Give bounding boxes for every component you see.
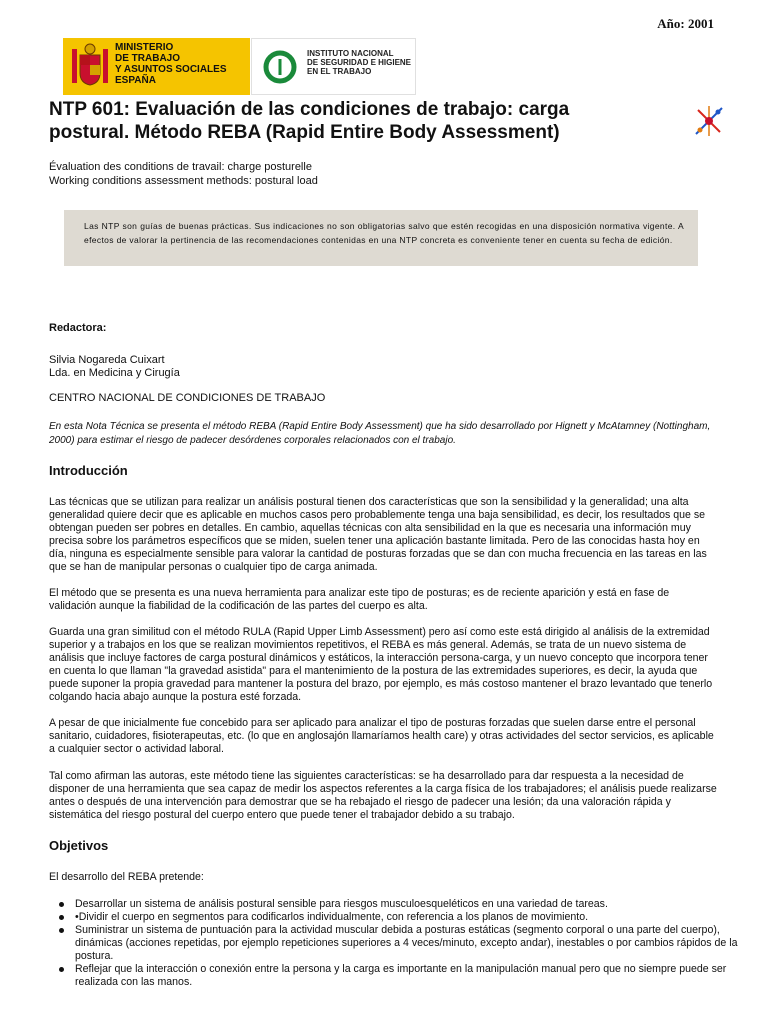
insht-line-3: EN EL TRABAJO [307,67,372,76]
insht-logo-text [307,49,411,76]
intro-paragraph-1: Las técnicas que se utilizan para realizar un análisis postural tienen dos características que son la sensibilidad y la generalidad; una alta generalidad quiere decir que es aplicable en muchos casos pero probablemente tenga una baja sensibilidad, es decir, los resultados que se obtengan pueden ser pobres en detalles. En cambio, aquellas técnicas con alta sensibilidad en la que es necesaria una información muy precisa sobre los parámetros específicos que se miden, suelen tener una aplicación bastante limitada. Pero de las conocidas hasta hoy en día, ninguna es especialmente sensible para valorar la cantidad de posturas forzadas que se dan con mucha frecuencia en las tareas en las que se han de manipular personas o cualquier tipo de carga animada. [49,496,707,573]
list-item: •Dividir el cuerpo en segmentos para codificarlos individualmente, con referencia a los planos de movimiento. [75,911,743,924]
intro-paragraph-3: Guarda una gran similitud con el método RULA (Rapid Upper Limb Assessment) pero así como este está dirigido al análisis de la extremidad superior y a trabajos en los que se realizan movimientos repetitivos, el REBA es más general. Además, se trata de un nuevo sistema de análisis que incluye factores de carga postural dinámicos y estáticos, la interacción persona-carga, y un nuevo concepto que incorpora tener en cuenta lo que llaman "la gravedad asistida" para el mantenimiento de la postura de las extremidades superiores, es decir, la ayuda que puede suponer la propia gravedad para mantener la postura del brazo, por ejemplo, es más costoso mantener el brazo levantado que tenerlo colgando hacia abajo aunque la postura esté forzada. [49,626,713,703]
subtitle-english: Working conditions assessment methods: postural load [49,175,318,187]
author-label: Redactora: [49,322,107,334]
intro-paragraph-5: Tal como afirman las autoras, este método tiene las siguientes características: se ha desarrollado para dar respuesta a la necesidad de disponer de una herramienta que sea capaz de medir los aspectos referentes a la carga física de los trabajadores; el análisis puede realizarse antes o después de una intervención para demostrar que se ha rebajado el riesgo de padecer una lesión; da una valoración rápida y sistemática del riesgo postural del cuerpo entero que puede tener el trabajador debido a su trabajo. [49,770,717,821]
author-name: Silvia Nogareda Cuixart [49,354,165,366]
decorative-figure-icon [692,104,726,138]
objectives-list [49,898,743,989]
insht-logo [251,38,416,95]
coat-of-arms-icon [70,41,110,91]
list-item: Desarrollar un sistema de análisis postural sensible para riesgos musculoesqueléticos en una variedad de tareas. [75,898,743,911]
year-label: Año: 2001 [657,16,714,31]
list-item: Reflejar que la interacción o conexión entre la persona y la carga es importante en la manipulación manual pero que no siempre puede ser realizada con las manos. [75,963,743,989]
intro-heading: Introducción [49,463,128,478]
document-title: NTP 601: Evaluación de las condiciones de trabajo: carga postural. Método REBA (Rapid Entire Body Assessment) [49,99,570,143]
subtitles [49,160,318,188]
insht-line-2: DE SEGURIDAD E HIGIENE [307,58,412,67]
author-degree: Lda. en Medicina y Cirugía [49,367,180,379]
ministerio-line-3: Y ASUNTOS SOCIALES [115,64,227,75]
intro-paragraph-4: A pesar de que inicialmente fue concebido para ser aplicado para analizar el tipo de posturas forzadas que suelen darse entre el personal sanitario, cuidadores, fisioterapeutas, etc. (lo que en anglosajón llamaríamos health care) y otras actividades del sector servicios, es aplicable a cualquier sector o actividad laboral. [49,717,714,755]
ministerio-logo [63,38,250,95]
insht-emblem-icon [262,49,298,85]
ministerio-line-4: ESPAÑA [115,75,156,86]
insht-line-1: INSTITUTO NACIONAL [307,49,394,58]
objectives-intro: El desarrollo del REBA pretende: [49,871,204,883]
subtitle-french: Évaluation des conditions de travail: charge posturelle [49,161,312,173]
abstract: En esta Nota Técnica se presenta el método REBA (Rapid Entire Body Assessment) que ha sido desarrollado por Hignett y McAtamney (Nottingham, 2000) para estimar el riesgo de padecer desórdenes corporales relacionados con el trabajo. [49,421,711,446]
list-item: Suministrar un sistema de puntuación para la actividad muscular debida a posturas estáticas (segmento corporal o una parte del cuerpo), dinámicas (acciones repetidas, por ejemplo repeticiones superiores a 4 veces/minuto, excepto andar), inestables o por cambios rápidos de la postura. [75,924,743,963]
objectives-heading: Objetivos [49,838,109,853]
intro-paragraph-2: El método que se presenta es una nueva herramienta para analizar este tipo de posturas; es de reciente aparición y está en fase de validación aunque la fiabilidad de la codificación de las partes del cuerpo es alta. [49,587,670,612]
ministerio-line-1: MINISTERIO [115,42,174,53]
ministerio-logo-text [115,42,227,86]
ministerio-line-2: DE TRABAJO [115,53,181,64]
author-center: CENTRO NACIONAL DE CONDICIONES DE TRABAJO [49,392,326,404]
notice-box: Las NTP son guías de buenas prácticas. Sus indicaciones no son obligatorias salvo que estén recogidas en una disposición normativa vigente. A efectos de valorar la pertinencia de las recomendaciones contenidas en una NTP concreta es conveniente tener en cuenta su fecha de edición. [64,210,698,266]
